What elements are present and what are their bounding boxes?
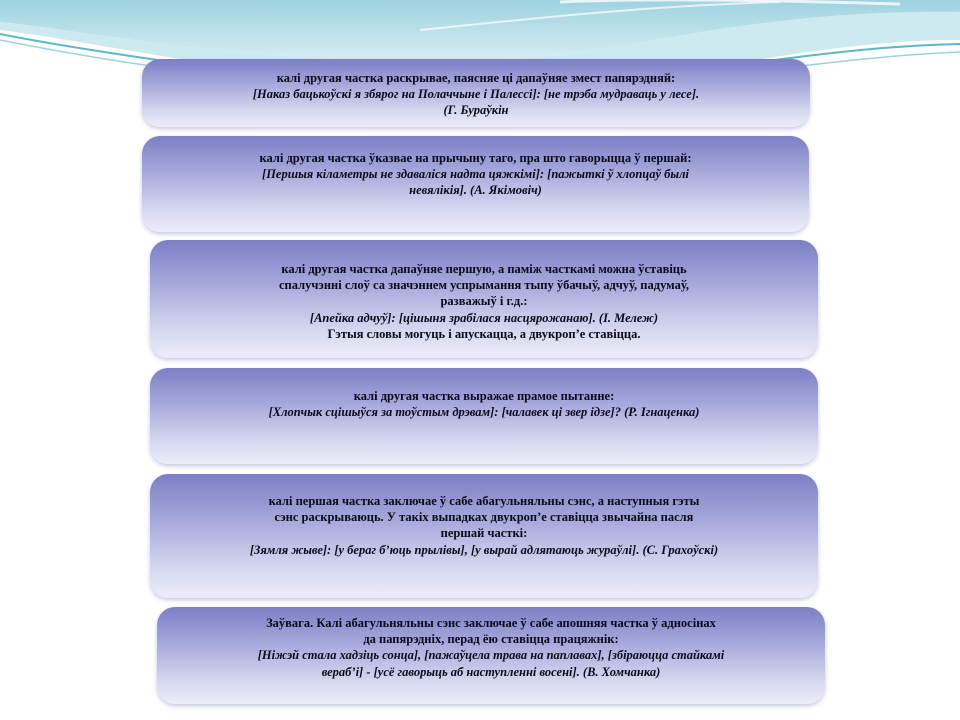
example-text: вераб’і] - [усё гаворыць аб наступленні восені]. (В. Хомчанка) <box>321 664 661 679</box>
rule-text: спалучэнні слоў са значэннем успрымання тыпу ўбачыў, адчуў, падумаў, <box>279 278 689 293</box>
example-text: [Апейка адчуў]: [цішыня зрабілася насцярожанаю]. (І. Мележ) <box>309 310 659 325</box>
note-text: Заўвага. Калі абагульняльны сэнс заключае ў сабе апошняя частка ў адносінах <box>266 616 716 630</box>
rule-box-cause <box>142 136 809 232</box>
rule-text: сэнс раскрываюць. У такіх выпадках двукроп’е ставіцца звычайна пасля <box>274 510 694 525</box>
example-text: [Хлопчык сцішыўся за тоўстым дрэвам]: [чалавек ці звер ідзе]? (Р. Ігнаценка) <box>268 405 700 420</box>
rule-box-generalization <box>150 474 818 598</box>
note-text: да папярэдніх, перад ёю ставіцца працяжнік: <box>363 632 619 647</box>
example-text: [Зямля жыве]: [у бераг б’юць прылівы], [у вырай адлятаюць жураўлі]. (С. Грахоўскі) <box>249 542 719 557</box>
example-text: [Першыя кіламетры не здаваліся надта цяжкімі]: [пажыткі ў хлопцаў былі <box>262 167 689 182</box>
rule-text: разважыў і г.д.: <box>440 294 528 309</box>
rule-text: калі другая частка дапаўняе першую, а паміж часткамі можна ўставіць <box>281 262 687 276</box>
rule-text: першай часткі: <box>440 526 528 541</box>
rule-text: калі другая частка раскрывае, паясняе ці дапаўняе змест папярэдняй: <box>276 71 676 85</box>
rule-text: калі першая частка заключае ў сабе абагульняльны сэнс, а наступныя гэты <box>268 494 700 508</box>
example-text: [Наказ бацькоўскі я збярог на Полаччыне і Палессі]: [не трэба мудраваць у лесе]. <box>252 87 700 102</box>
example-author: (Г. Бураўкін <box>443 103 509 118</box>
rule-text: калі другая частка ўказвае на прычыну таго, пра што гаворыцца ў першай: <box>259 151 692 165</box>
example-text: невялікія]. (А. Якімовіч) <box>409 183 542 198</box>
rule-note: Гэтыя словы могуць і апускацца, а двукроп’е ставіцца. <box>327 326 641 341</box>
rule-box-explanation <box>142 59 810 127</box>
rule-box-question <box>150 368 818 464</box>
rule-text: калі другая частка выражае прамое пытанне: <box>353 389 615 403</box>
rule-box-supplement <box>150 240 818 358</box>
example-text: [Ніжэй стала хадзіць сонца], [пажаўцела трава на паплавах], [збіраюцца стайкамі <box>257 648 725 663</box>
note-box <box>157 607 825 704</box>
